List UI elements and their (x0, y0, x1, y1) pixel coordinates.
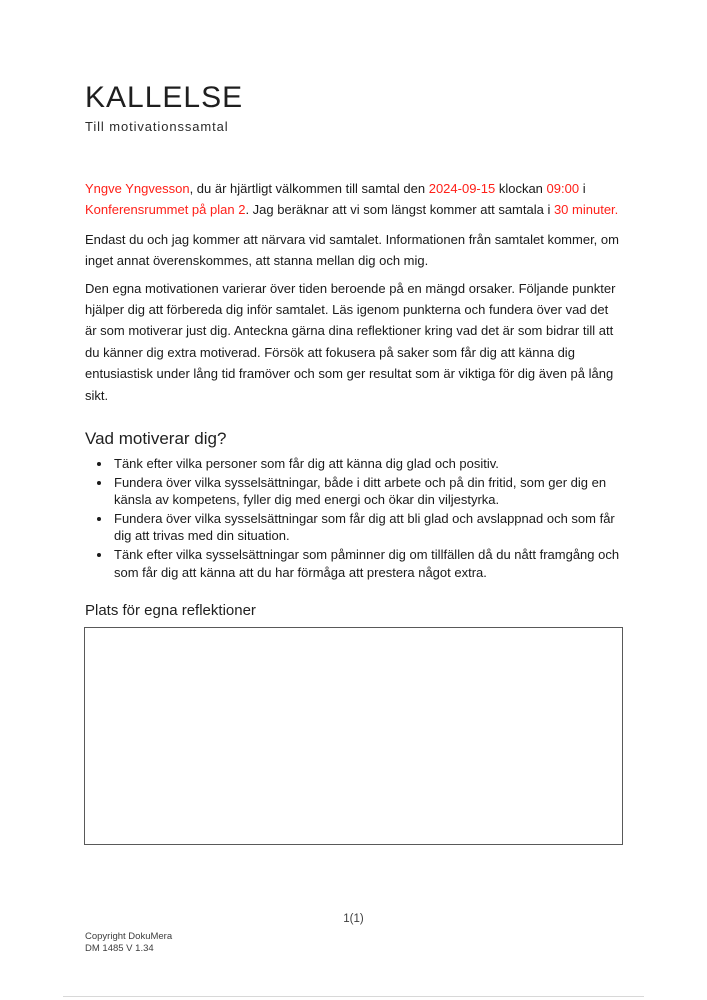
intro-paragraph (85, 178, 623, 221)
motivation-bullet-list (85, 455, 623, 581)
document-footer (85, 931, 172, 954)
footer-copyright: Copyright DokuMera (85, 931, 173, 942)
intro-text: , du är hjärtligt välkommen till samtal den (189, 181, 429, 196)
meeting-location: Konferensrummet på plan 2 (85, 202, 246, 218)
reflections-input-box[interactable] (84, 627, 623, 845)
page-number: 1(1) (343, 913, 364, 925)
meeting-duration: 30 minuter. (553, 202, 619, 218)
recipient-name: Yngve Yngvesson (85, 181, 190, 196)
list-item: • Fundera över vilka sysselsättningar, både i ditt arbete och på din fritid, som ger dig en känsla av kompetens, fyller dig med energi och ökar din viljestyrka. (112, 474, 623, 509)
document-subtitle: Till motivationssamtal (85, 119, 229, 134)
page-edge-divider (63, 996, 644, 997)
document-title: KALLELSE (85, 81, 244, 114)
motivation-paragraph: Den egna motivationen varierar över tiden beroende på en mängd orsaker. Följande punkter hjälper dig att förbereda dig inför samtalet. Läs igenom punkterna och fundera över vad det är som motiverar just dig. Anteckna gärna dina reflektioner kring vad det är som bidrar till att du känner dig extra motiverad. Försök att fokusera på saker som får dig att känna dig entusiastisk under lång tid framöver och som ger resultat som är viktiga för dig även på lång sikt. (85, 280, 616, 403)
intro-text: i (579, 181, 586, 196)
footer-doc-id: DM 1485 V 1.34 (85, 942, 154, 954)
list-item: • Tänk efter vilka personer som får dig att känna dig glad och positiv. (112, 455, 623, 473)
list-item: • Fundera över vilka sysselsättningar som får dig att bli glad och avslappnad och som får dig att trivas med din situation. (112, 510, 623, 545)
questions-heading: Vad motiverar dig? (85, 429, 227, 449)
reflections-heading: Plats för egna reflektioner (85, 602, 256, 620)
privacy-paragraph: Endast du och jag kommer att närvara vid samtalet. Informationen från samtalet kommer, om inget annat överenskommes, att stanna mellan dig och mig. (85, 231, 619, 269)
intro-text: . Jag beräknar att vi som längst kommer att samtala i (245, 202, 554, 218)
meeting-date: 2024-09-15 (428, 181, 496, 196)
intro-text: klockan (495, 181, 547, 196)
list-item: • Tänk efter vilka sysselsättningar som påminner dig om tillfällen då du nått framgång och som får dig att känna att du har förmåga att prestera något extra. (112, 546, 623, 581)
document-content (85, 0, 623, 845)
meeting-time: 09:00 (546, 181, 580, 196)
